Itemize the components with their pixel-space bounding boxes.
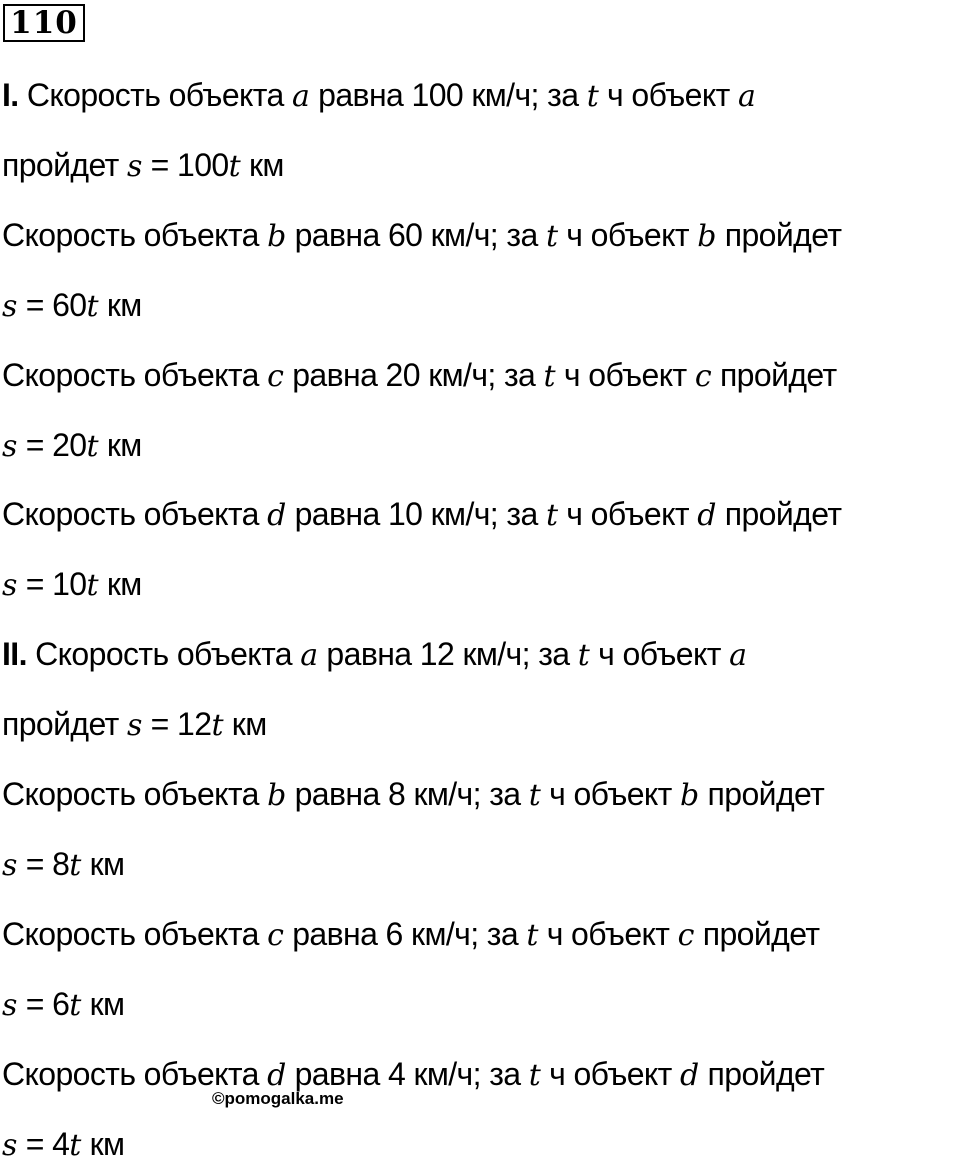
text-segment: км: [81, 1125, 125, 1162]
text-segment: пройдет: [699, 776, 825, 812]
math-variable: c: [677, 917, 695, 953]
text-segment: равна 12 км/ч; за: [318, 636, 578, 673]
section-label: II.: [2, 636, 27, 673]
math-variable: s: [2, 1127, 18, 1163]
text-line: [2, 285, 142, 327]
math-variable: t: [86, 568, 99, 604]
text-segment: ч объект: [555, 356, 695, 393]
text-segment: пройдет: [694, 915, 820, 952]
text-segment: Скорость объекта: [2, 776, 268, 812]
text-line: [2, 1124, 124, 1166]
text-segment: равна 10 км/ч; за: [286, 496, 546, 533]
math-variable: b: [267, 218, 287, 254]
math-variable: t: [528, 778, 541, 813]
text-segment: = 4: [17, 1125, 70, 1162]
text-segment: = 6: [17, 985, 70, 1022]
text-segment: Скорость объекта: [2, 1055, 268, 1092]
math-variable: s: [126, 708, 143, 744]
math-variable: t: [545, 218, 559, 254]
math-variable: t: [577, 638, 590, 674]
text-segment: равна 100 км/ч; за: [309, 77, 587, 113]
text-segment: ч объект: [540, 776, 681, 812]
text-line: [2, 704, 267, 746]
math-variable: a: [300, 638, 319, 674]
text-line: [2, 844, 124, 886]
text-segment: = 20: [17, 426, 87, 463]
math-variable: b: [697, 218, 717, 254]
math-variable: d: [680, 1057, 700, 1093]
text-segment: ч объект: [540, 1055, 681, 1092]
math-variable: t: [69, 847, 82, 883]
text-segment: = 8: [17, 845, 70, 882]
math-variable: t: [86, 288, 99, 324]
math-variable: t: [69, 1127, 82, 1163]
text-segment: = 100: [142, 146, 229, 183]
text-segment: км: [240, 146, 284, 183]
text-segment: пройдет: [711, 356, 837, 393]
text-segment: пройдет: [2, 706, 127, 743]
text-segment: равна 4 км/ч; за: [286, 1055, 529, 1092]
text-segment: = 12: [142, 706, 212, 743]
math-variable: t: [543, 358, 556, 394]
text-segment: равна 6 км/ч; за: [283, 915, 527, 952]
text-segment: Скорость объекта: [18, 77, 292, 113]
math-variable: s: [2, 987, 18, 1023]
watermark: ©pomogalka.me: [212, 1089, 344, 1108]
math-variable: b: [680, 778, 700, 813]
text-line: [2, 564, 142, 606]
text-segment: равна 60 км/ч; за: [286, 216, 546, 253]
text-line: [2, 145, 284, 187]
text-line: [2, 215, 841, 257]
text-segment: ч объект: [589, 636, 730, 673]
text-segment: ч объект: [558, 216, 698, 253]
math-variable: d: [267, 498, 287, 534]
math-variable: t: [528, 1057, 541, 1093]
text-segment: ч объект: [558, 496, 698, 533]
text-segment: = 10: [17, 566, 87, 603]
math-variable: t: [69, 987, 82, 1023]
text-segment: Скорость объекта: [2, 496, 268, 533]
math-variable: t: [586, 79, 599, 114]
math-variable: t: [86, 428, 99, 464]
math-variable: a: [729, 638, 747, 674]
text-segment: Скорость объекта: [2, 915, 268, 952]
math-variable: c: [267, 358, 284, 394]
math-variable: t: [526, 917, 539, 953]
text-segment: км: [98, 426, 142, 463]
text-segment: пройдет: [699, 1055, 825, 1092]
text-segment: ч объект: [538, 915, 678, 952]
text-segment: пройдет: [716, 216, 842, 253]
text-segment: равна 20 км/ч; за: [283, 356, 544, 393]
text-segment: ч объект: [598, 77, 738, 113]
math-variable: c: [267, 917, 284, 953]
text-segment: км: [98, 566, 142, 603]
math-variable: s: [2, 428, 18, 464]
math-variable: s: [2, 288, 18, 324]
text-line: [2, 1054, 824, 1096]
text-segment: пройдет: [716, 496, 842, 533]
math-variable: t: [211, 708, 224, 744]
math-variable: d: [697, 498, 717, 534]
text-segment: Скорость объекта: [2, 356, 268, 393]
math-variable: a: [738, 79, 756, 114]
text-line: [2, 634, 747, 676]
text-segment: км: [81, 845, 125, 882]
text-line: [2, 774, 824, 816]
text-line: [2, 984, 124, 1026]
math-variable: d: [267, 1057, 287, 1093]
math-variable: c: [694, 358, 712, 394]
text-line: [2, 914, 819, 956]
text-segment: Скорость объекта: [26, 636, 301, 673]
text-line: [2, 494, 841, 536]
text-segment: Скорость объекта: [2, 216, 268, 253]
section-label: I.: [2, 77, 19, 113]
math-variable: b: [267, 778, 287, 813]
math-variable: s: [126, 148, 143, 184]
math-variable: s: [2, 847, 18, 883]
text-line: [2, 425, 142, 467]
math-variable: t: [228, 148, 241, 184]
problem-number-box: 110: [3, 4, 85, 42]
text-line: [2, 355, 837, 397]
text-line: [2, 75, 756, 117]
math-variable: s: [2, 568, 18, 604]
text-segment: км: [98, 286, 142, 323]
math-variable: a: [291, 79, 310, 114]
text-segment: равна 8 км/ч; за: [286, 776, 529, 812]
text-segment: км: [223, 706, 267, 743]
math-variable: t: [545, 498, 559, 534]
text-segment: пройдет: [2, 146, 127, 183]
text-segment: = 60: [17, 286, 87, 323]
text-segment: км: [81, 985, 125, 1022]
